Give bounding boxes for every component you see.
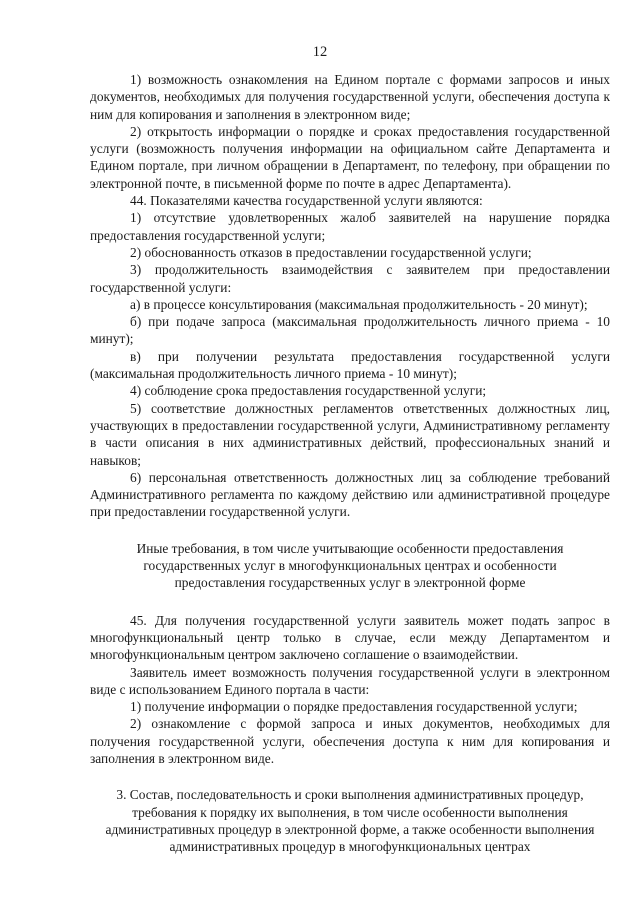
paragraph-quality-2: 2) обоснованность отказов в предоставлении государственной услуги;	[130, 244, 532, 260]
section-heading-3: 3. Состав, последовательность и сроки выполнения административных процедур, требования к порядку их выполнения, в том числе особенности выполнения административных процедур в электронной форме, а также особенности выполнения административных процедур в многофункциональных центрах	[105, 787, 595, 855]
paragraph-electronic-access: Заявитель имеет возможность получения государственной услуги в электронном виде с использованием Единого портала в части:	[90, 664, 610, 697]
paragraph-quality-3: 3) продолжительность взаимодействия с заявителем при предоставлении государственной услуги:	[90, 262, 610, 295]
paragraph-44: 44. Показателями качества государственной услуги являются:	[130, 193, 483, 209]
paragraph-45: 45. Для получения государственной услуги заявитель может подать запрос в многофункциональный центр только в случае, если между Департаментом и многофункциональным центром заключено соглашение о взаимодействии.	[90, 612, 610, 663]
paragraph-quality-5: 5) соответствие должностных регламентов ответственных должностных лиц, участвующих в предоставлении государственной услуги, Административному регламенту в части описания в них административных действий, профессиональных знаний и навыков;	[90, 400, 610, 468]
paragraph-quality-1: 1) отсутствие удовлетворенных жалоб заявителей на нарушение порядка предоставления государственной услуги;	[90, 210, 610, 243]
paragraph-item-2: 2) открытость информации о порядке и сроках предоставления государственной услуги (возможность получения информации на официальном сайте Департамента и Едином портале, при личном обращении в Департамент, по телефону, при обращении по электронной почте, в письменной форме по почте в адрес Департамента).	[90, 123, 610, 191]
section-heading-other-requirements: Иные требования, в том числе учитывающие особенности предоставления государственных услуг в многофункциональных центрах и особенности предоставления государственных услуг в электронной форме	[136, 540, 564, 591]
paragraph-quality-4: 4) соблюдение срока предоставления государственной услуги;	[130, 383, 487, 399]
page-number: 12	[312, 44, 328, 60]
paragraph-electronic-1: 1) получение информации о порядке предоставления государственной услуги;	[130, 699, 578, 715]
paragraph-quality-3a: а) в процессе консультирования (максимальная продолжительность - 20 минут);	[130, 296, 588, 312]
paragraph-electronic-2: 2) ознакомление с формой запроса и иных документов, необходимых для получения государственной услуги, обеспечения доступа к ним для копирования и заполнения в электронном виде.	[90, 716, 610, 766]
paragraph-quality-6: 6) персональная ответственность должностных лиц за соблюдение требований Административного регламента по каждому действию или административной процедуре при предоставлении государственной услуги.	[90, 469, 610, 520]
document-body	[90, 71, 610, 855]
paragraph-item-1: 1) возможность ознакомления на Едином портале с формами запросов и иных документов, необходимых для получения государственной услуги, обеспечения доступа к ним для копирования и заполнения в электронном виде;	[90, 72, 610, 122]
paragraph-quality-3b: б) при подаче запроса (максимальная продолжительность личного приема - 10 минут);	[90, 314, 610, 347]
paragraph-quality-3c: в) при получении результата предоставления государственной услуги (максимальная продолжительность личного приема - 10 минут);	[90, 348, 610, 382]
